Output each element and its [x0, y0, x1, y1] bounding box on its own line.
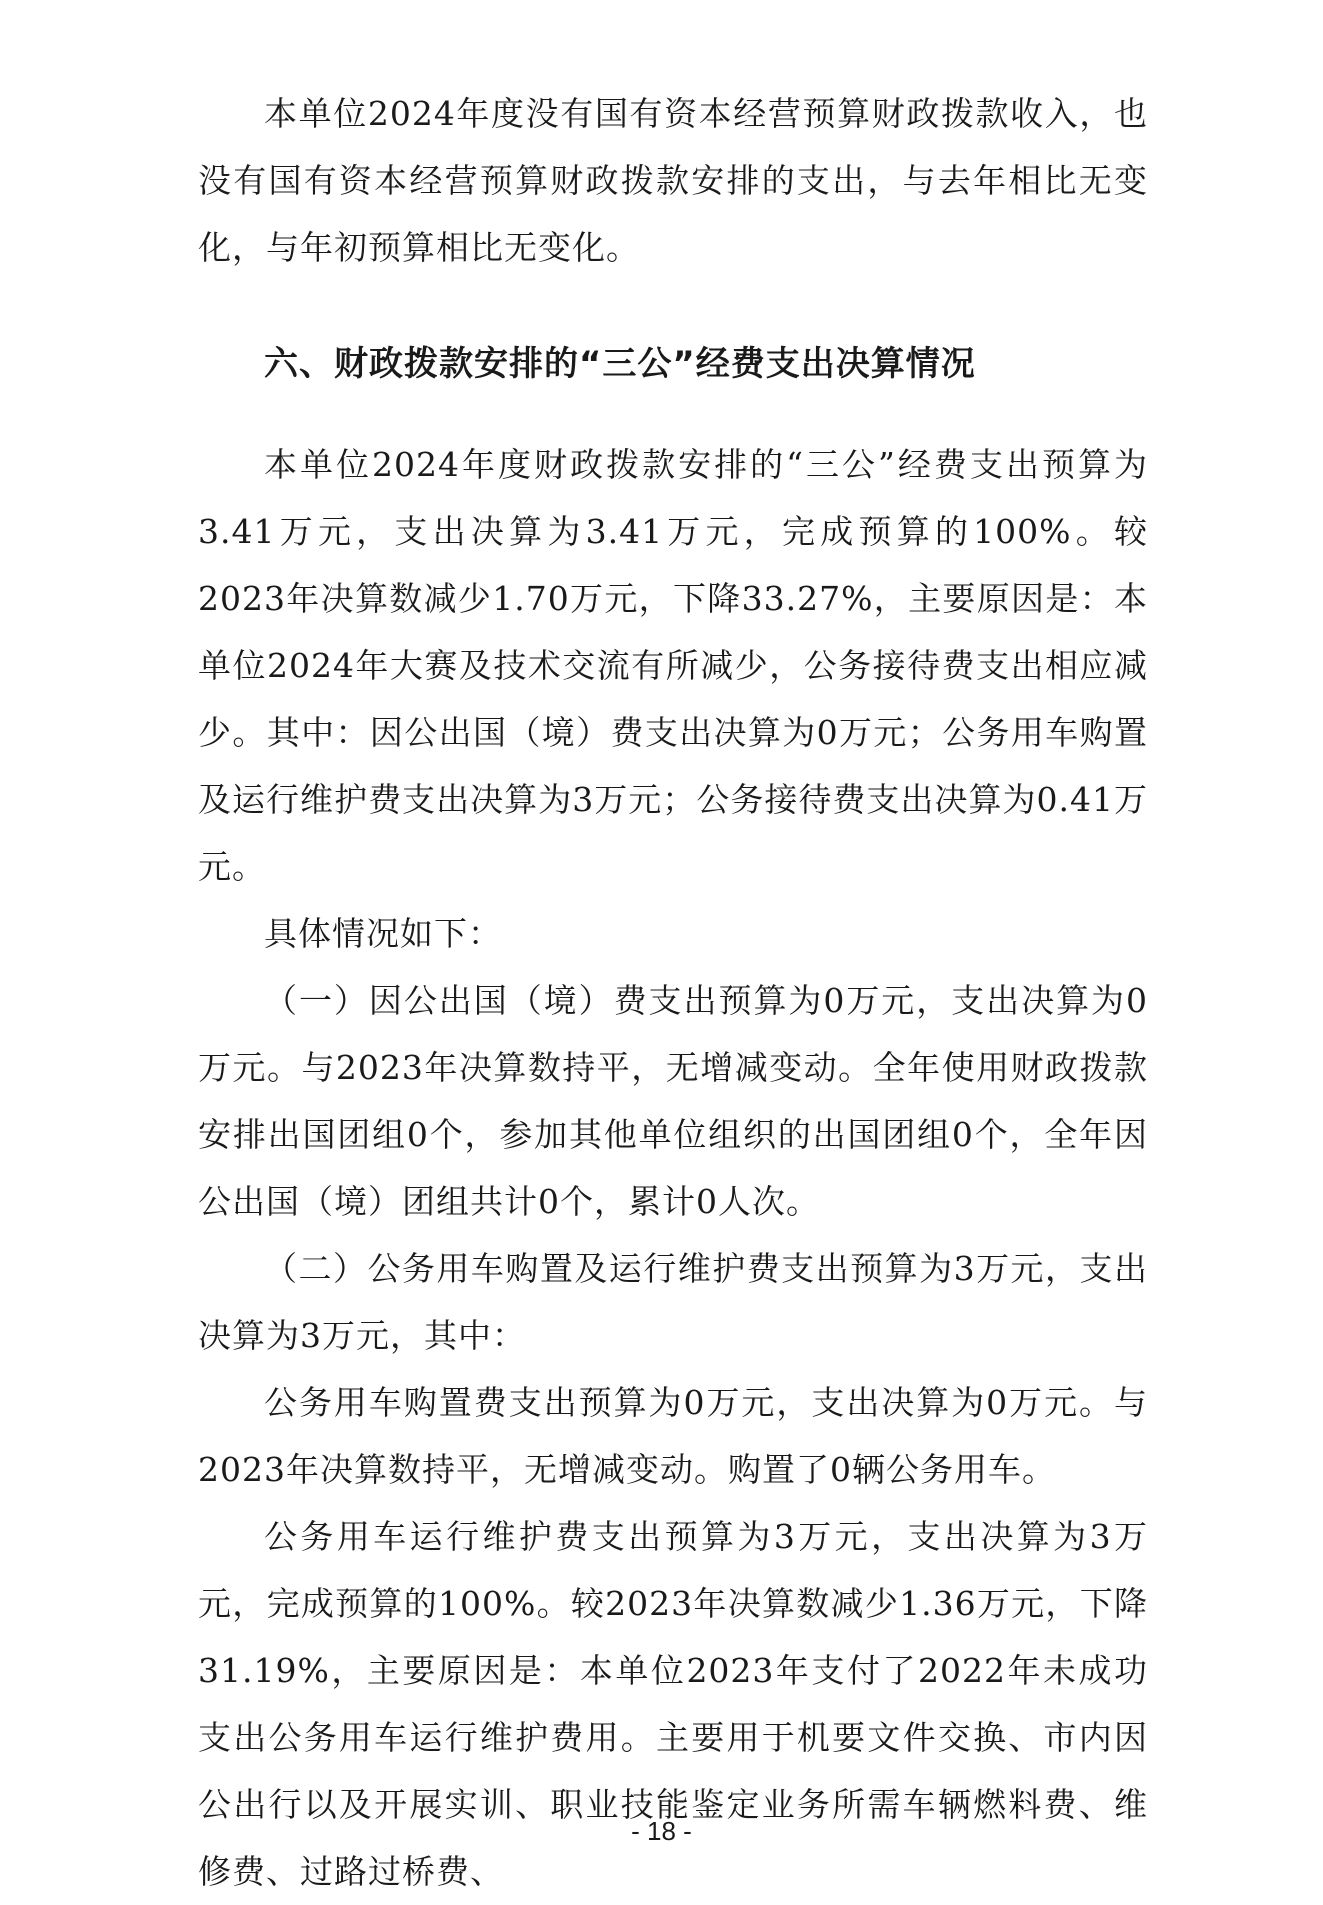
page-number: - 18 -	[631, 1816, 692, 1846]
paragraph-details-intro: 具体情况如下：	[264, 914, 502, 953]
paragraph-vehicle-purchase: 公务用车购置费支出预算为0万元，支出决算为0万元。与2023年决算数持平，无增减变动。购置了0辆公务用车。	[198, 1383, 1148, 1489]
paragraph-overseas-travel: （一）因公出国（境）费支出预算为0万元，支出决算为0万元。与2023年决算数持平，无增减变动。全年使用财政拨款安排出国团组0个，参加其他单位组织的出国团组0个，全年因公出国（境）团组共计0个，累计0人次。	[198, 981, 1148, 1221]
paragraph-vehicle-maintenance: 公务用车运行维护费支出预算为3万元，支出决算为3万元，完成预算的100%。较2023年决算数减少1.36万元，下降31.19%，主要原因是：本单位2023年支付了2022年未成功支出公务用车运行维护费用。主要用于机要文件交换、市内因公出行以及开展实训、职业技能鉴定业务所需车辆燃料费、维修费、过路过桥费、	[198, 1517, 1148, 1891]
paragraph-vehicle-expenses: （二）公务用车购置及运行维护费支出预算为3万元，支出决算为3万元，其中：	[198, 1249, 1148, 1355]
section-heading: 六、财政拨款安排的“三公”经费支出决算情况	[264, 344, 976, 384]
paragraph-three-public-summary: 本单位2024年度财政拨款安排的“三公”经费支出预算为3.41万元，支出决算为3.41万元，完成预算的100%。较2023年决算数减少1.70万元，下降33.27%，主要原因是：本单位2024年大赛及技术交流有所减少，公务接待费支出相应减少。其中：因公出国（境）费支出决算为0万元；公务用车购置及运行维护费支出决算为3万元；公务接待费支出决算为0.41万元。	[198, 445, 1148, 886]
document-body	[198, 80, 1148, 1905]
paragraph-state-capital-budget: 本单位2024年度没有国有资本经营预算财政拨款收入，也没有国有资本经营预算财政拨款安排的支出，与去年相比无变化，与年初预算相比无变化。	[198, 94, 1148, 267]
